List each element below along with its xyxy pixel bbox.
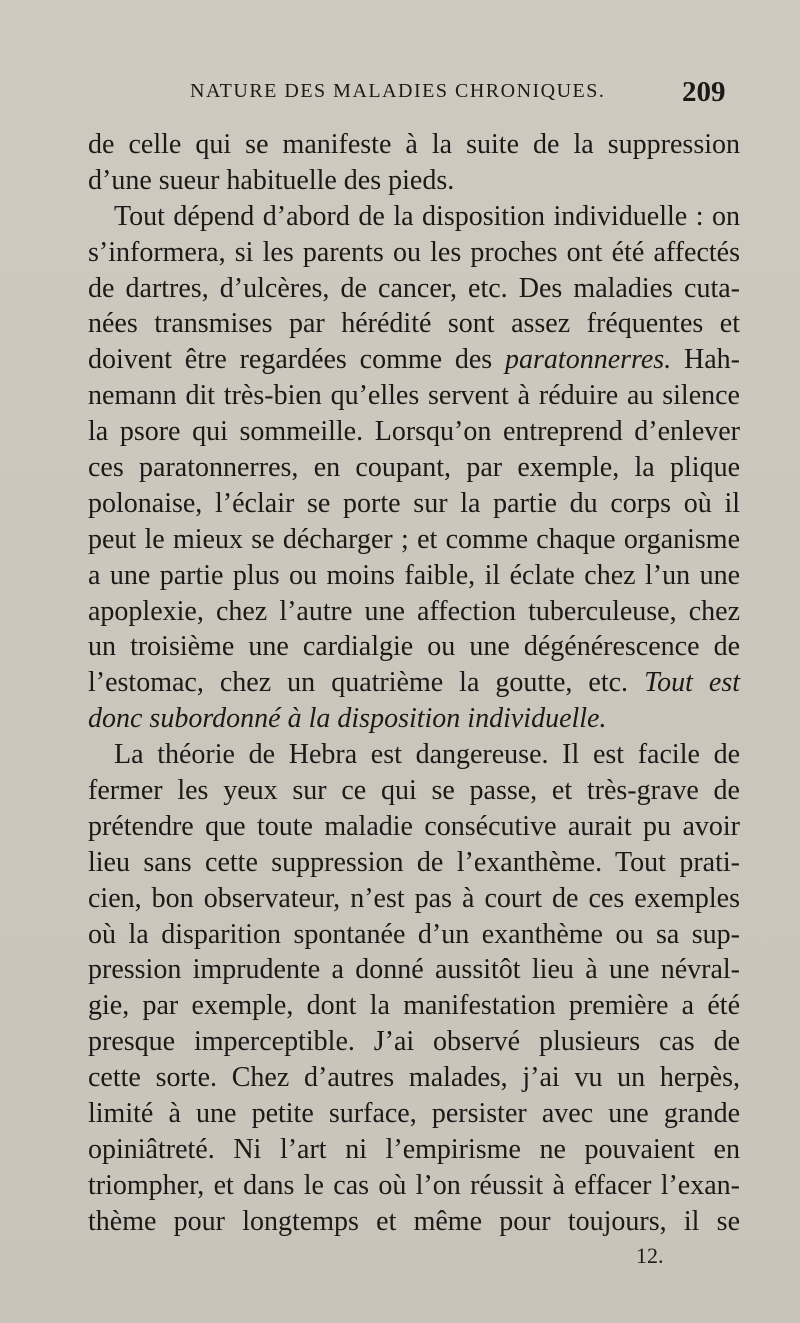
text-line: d’une sueur habituelle des pieds. — [88, 164, 455, 196]
italic-emphasis-line: donc subordonné à la disposition individuelle. — [88, 703, 607, 735]
text-line: lieu sans cette suppression de l’exanthème. Tout prati- — [88, 846, 740, 878]
text-segment: doivent être regardées comme des — [88, 344, 506, 376]
text-line: opiniâtreté. Ni l’art ni l’empirisme ne pouvaient en — [88, 1133, 740, 1165]
text-line: un troisième une cardialgie ou une dégénérescence de — [88, 631, 740, 663]
italic-term: paratonnerres. — [505, 344, 672, 376]
text-line: la psore qui sommeille. Lorsqu’on entreprend d’enlever — [88, 416, 740, 448]
text-line: de celle qui se manifeste à la suite de la suppression — [88, 129, 740, 160]
text-line: fermer les yeux sur ce qui se passe, et très-grave de — [88, 775, 740, 807]
text-line: nemann dit très-bien qu’elles servent à réduire au silence — [88, 380, 740, 412]
italic-emphasis: Tout est — [644, 667, 740, 699]
text-line: s’informera, si les parents ou les proches ont été affectés — [88, 236, 740, 268]
text-line: nées transmises par hérédité sont assez fréquentes et — [88, 308, 740, 340]
paragraph-first-line: Tout dépend d’abord de la disposition individuelle : on — [114, 200, 740, 232]
paragraph-first-line: La théorie de Hebra est dangereuse. Il est facile de — [114, 739, 740, 771]
text-line: gie, par exemple, dont la manifestation première a été — [88, 990, 740, 1022]
text-line: peut le mieux se décharger ; et comme chaque organisme — [88, 523, 740, 555]
text-line: prétendre que toute maladie consécutive aurait pu avoir — [88, 810, 740, 842]
text-line: pression imprudente a donné aussitôt lieu à une névral- — [88, 954, 740, 986]
text-line: presque imperceptible. J’ai observé plusieurs cas de — [88, 1026, 740, 1058]
text-line: limité à une petite surface, persister avec une grande — [88, 1098, 740, 1130]
text-line — [88, 665, 740, 701]
text-line: apoplexie, chez l’autre une affection tuberculeuse, chez — [88, 595, 740, 627]
page-number: 209 — [682, 76, 726, 108]
running-head: NATURE DES MALADIES CHRONIQUES. — [190, 80, 606, 102]
text-line: a une partie plus ou moins faible, il éclate chez l’un une — [88, 559, 740, 591]
text-segment: l’estomac, chez un quatrième la goutte, etc. — [88, 667, 645, 699]
text-line: triompher, et dans le cas où l’on réussit à effacer l’exan- — [88, 1169, 740, 1201]
text-line: de dartres, d’ulcères, de cancer, etc. Des maladies cuta- — [88, 272, 740, 304]
text-line — [88, 342, 740, 378]
text-line: polonaise, l’éclair se porte sur la partie du corps où il — [88, 487, 740, 519]
signature-mark: 12. — [636, 1243, 664, 1268]
body-text — [88, 127, 740, 1240]
text-line: ces paratonnerres, en coupant, par exemple, la plique — [88, 452, 740, 484]
text-segment: Hah- — [671, 344, 740, 376]
text-line: thème pour longtemps et même pour toujours, il se — [88, 1205, 740, 1237]
text-line: cette sorte. Chez d’autres malades, j’ai vu un herpès, — [88, 1062, 740, 1094]
text-line: cien, bon observateur, n’est pas à court de ces exemples — [88, 882, 740, 914]
text-line: où la disparition spontanée d’un exanthème ou sa sup- — [88, 918, 740, 950]
